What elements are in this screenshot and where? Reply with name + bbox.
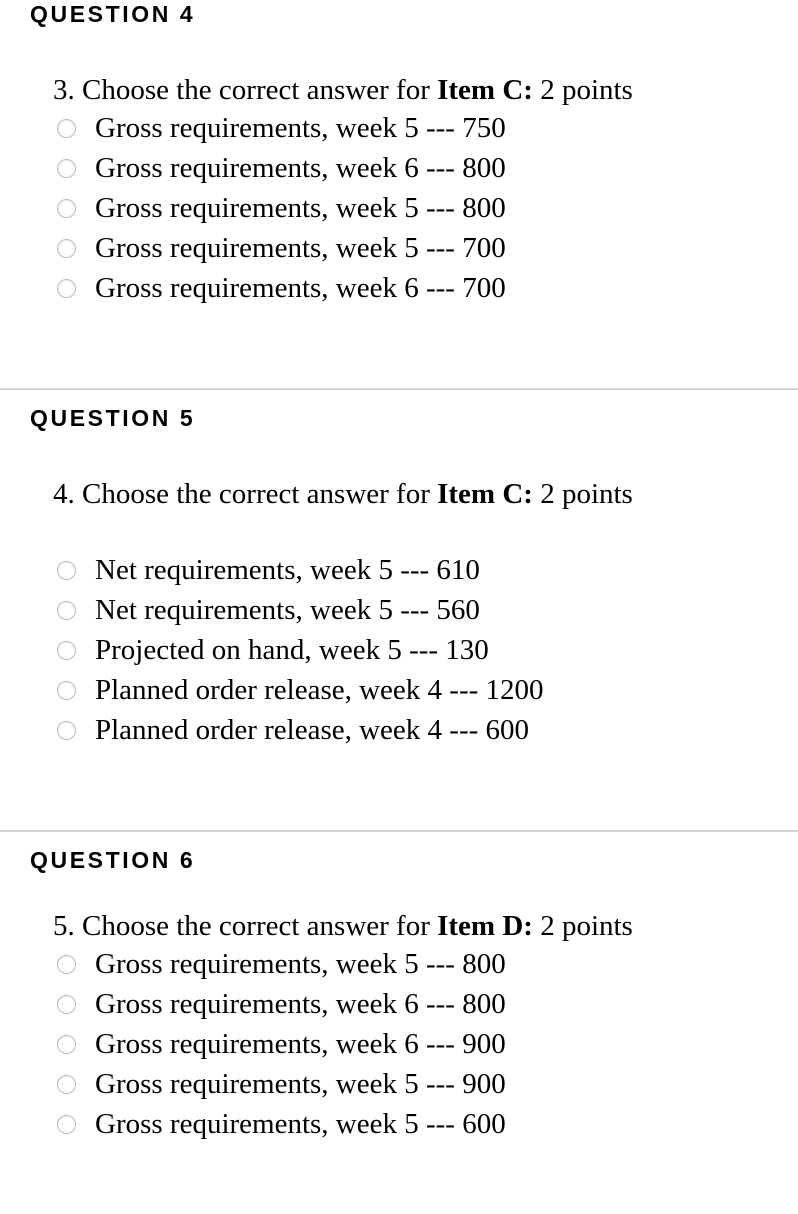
prompt-item: Item D: xyxy=(437,910,533,942)
option-label[interactable]: Gross requirements, week 6 --- 700 xyxy=(95,272,506,304)
prompt-item: Item C: xyxy=(437,74,533,106)
option-label[interactable]: Gross requirements, week 5 --- 800 xyxy=(95,192,506,224)
question-prompt xyxy=(53,907,633,945)
radio-button[interactable] xyxy=(57,681,76,700)
option-label[interactable]: Gross requirements, week 6 --- 800 xyxy=(95,152,506,184)
radio-button[interactable] xyxy=(57,239,76,258)
option-label[interactable]: Planned order release, week 4 --- 600 xyxy=(95,714,530,746)
option-label[interactable]: Gross requirements, week 5 --- 600 xyxy=(95,1108,506,1140)
prompt-text: 5. Choose the correct answer for xyxy=(53,910,438,942)
option-label[interactable]: Net requirements, week 5 --- 560 xyxy=(95,594,480,626)
radio-button[interactable] xyxy=(57,279,76,298)
radio-button[interactable] xyxy=(57,119,76,138)
prompt-points: 2 points xyxy=(532,478,633,510)
radio-button[interactable] xyxy=(57,995,76,1014)
radio-button[interactable] xyxy=(57,1075,76,1094)
question-divider xyxy=(0,388,798,390)
prompt-text: 3. Choose the correct answer for xyxy=(53,74,438,106)
radio-button[interactable] xyxy=(57,199,76,218)
radio-button[interactable] xyxy=(57,955,76,974)
radio-button[interactable] xyxy=(57,601,76,620)
option-label[interactable]: Gross requirements, week 5 --- 900 xyxy=(95,1068,506,1100)
option-label[interactable]: Gross requirements, week 6 --- 900 xyxy=(95,1028,506,1060)
option-label[interactable]: Gross requirements, week 5 --- 750 xyxy=(95,112,506,144)
question-header: QUESTION 6 xyxy=(30,847,196,873)
radio-button[interactable] xyxy=(57,159,76,178)
option-label[interactable]: Gross requirements, week 6 --- 800 xyxy=(95,988,506,1020)
radio-button[interactable] xyxy=(57,721,76,740)
question-header: QUESTION 4 xyxy=(30,1,196,27)
option-label[interactable]: Net requirements, week 5 --- 610 xyxy=(95,554,480,586)
option-label[interactable]: Gross requirements, week 5 --- 800 xyxy=(95,948,506,980)
radio-button[interactable] xyxy=(57,641,76,660)
prompt-text: 4. Choose the correct answer for xyxy=(53,478,438,510)
prompt-item: Item C: xyxy=(437,478,533,510)
question-divider xyxy=(0,830,798,832)
prompt-points: 2 points xyxy=(532,74,633,106)
radio-button[interactable] xyxy=(57,561,76,580)
prompt-points: 2 points xyxy=(532,910,633,942)
radio-button[interactable] xyxy=(57,1115,76,1134)
question-prompt xyxy=(53,475,633,513)
option-label[interactable]: Planned order release, week 4 --- 1200 xyxy=(95,674,544,706)
radio-button[interactable] xyxy=(57,1035,76,1054)
question-header: QUESTION 5 xyxy=(30,405,196,431)
question-prompt xyxy=(53,71,633,109)
option-label[interactable]: Projected on hand, week 5 --- 130 xyxy=(95,634,489,666)
option-label[interactable]: Gross requirements, week 5 --- 700 xyxy=(95,232,506,264)
